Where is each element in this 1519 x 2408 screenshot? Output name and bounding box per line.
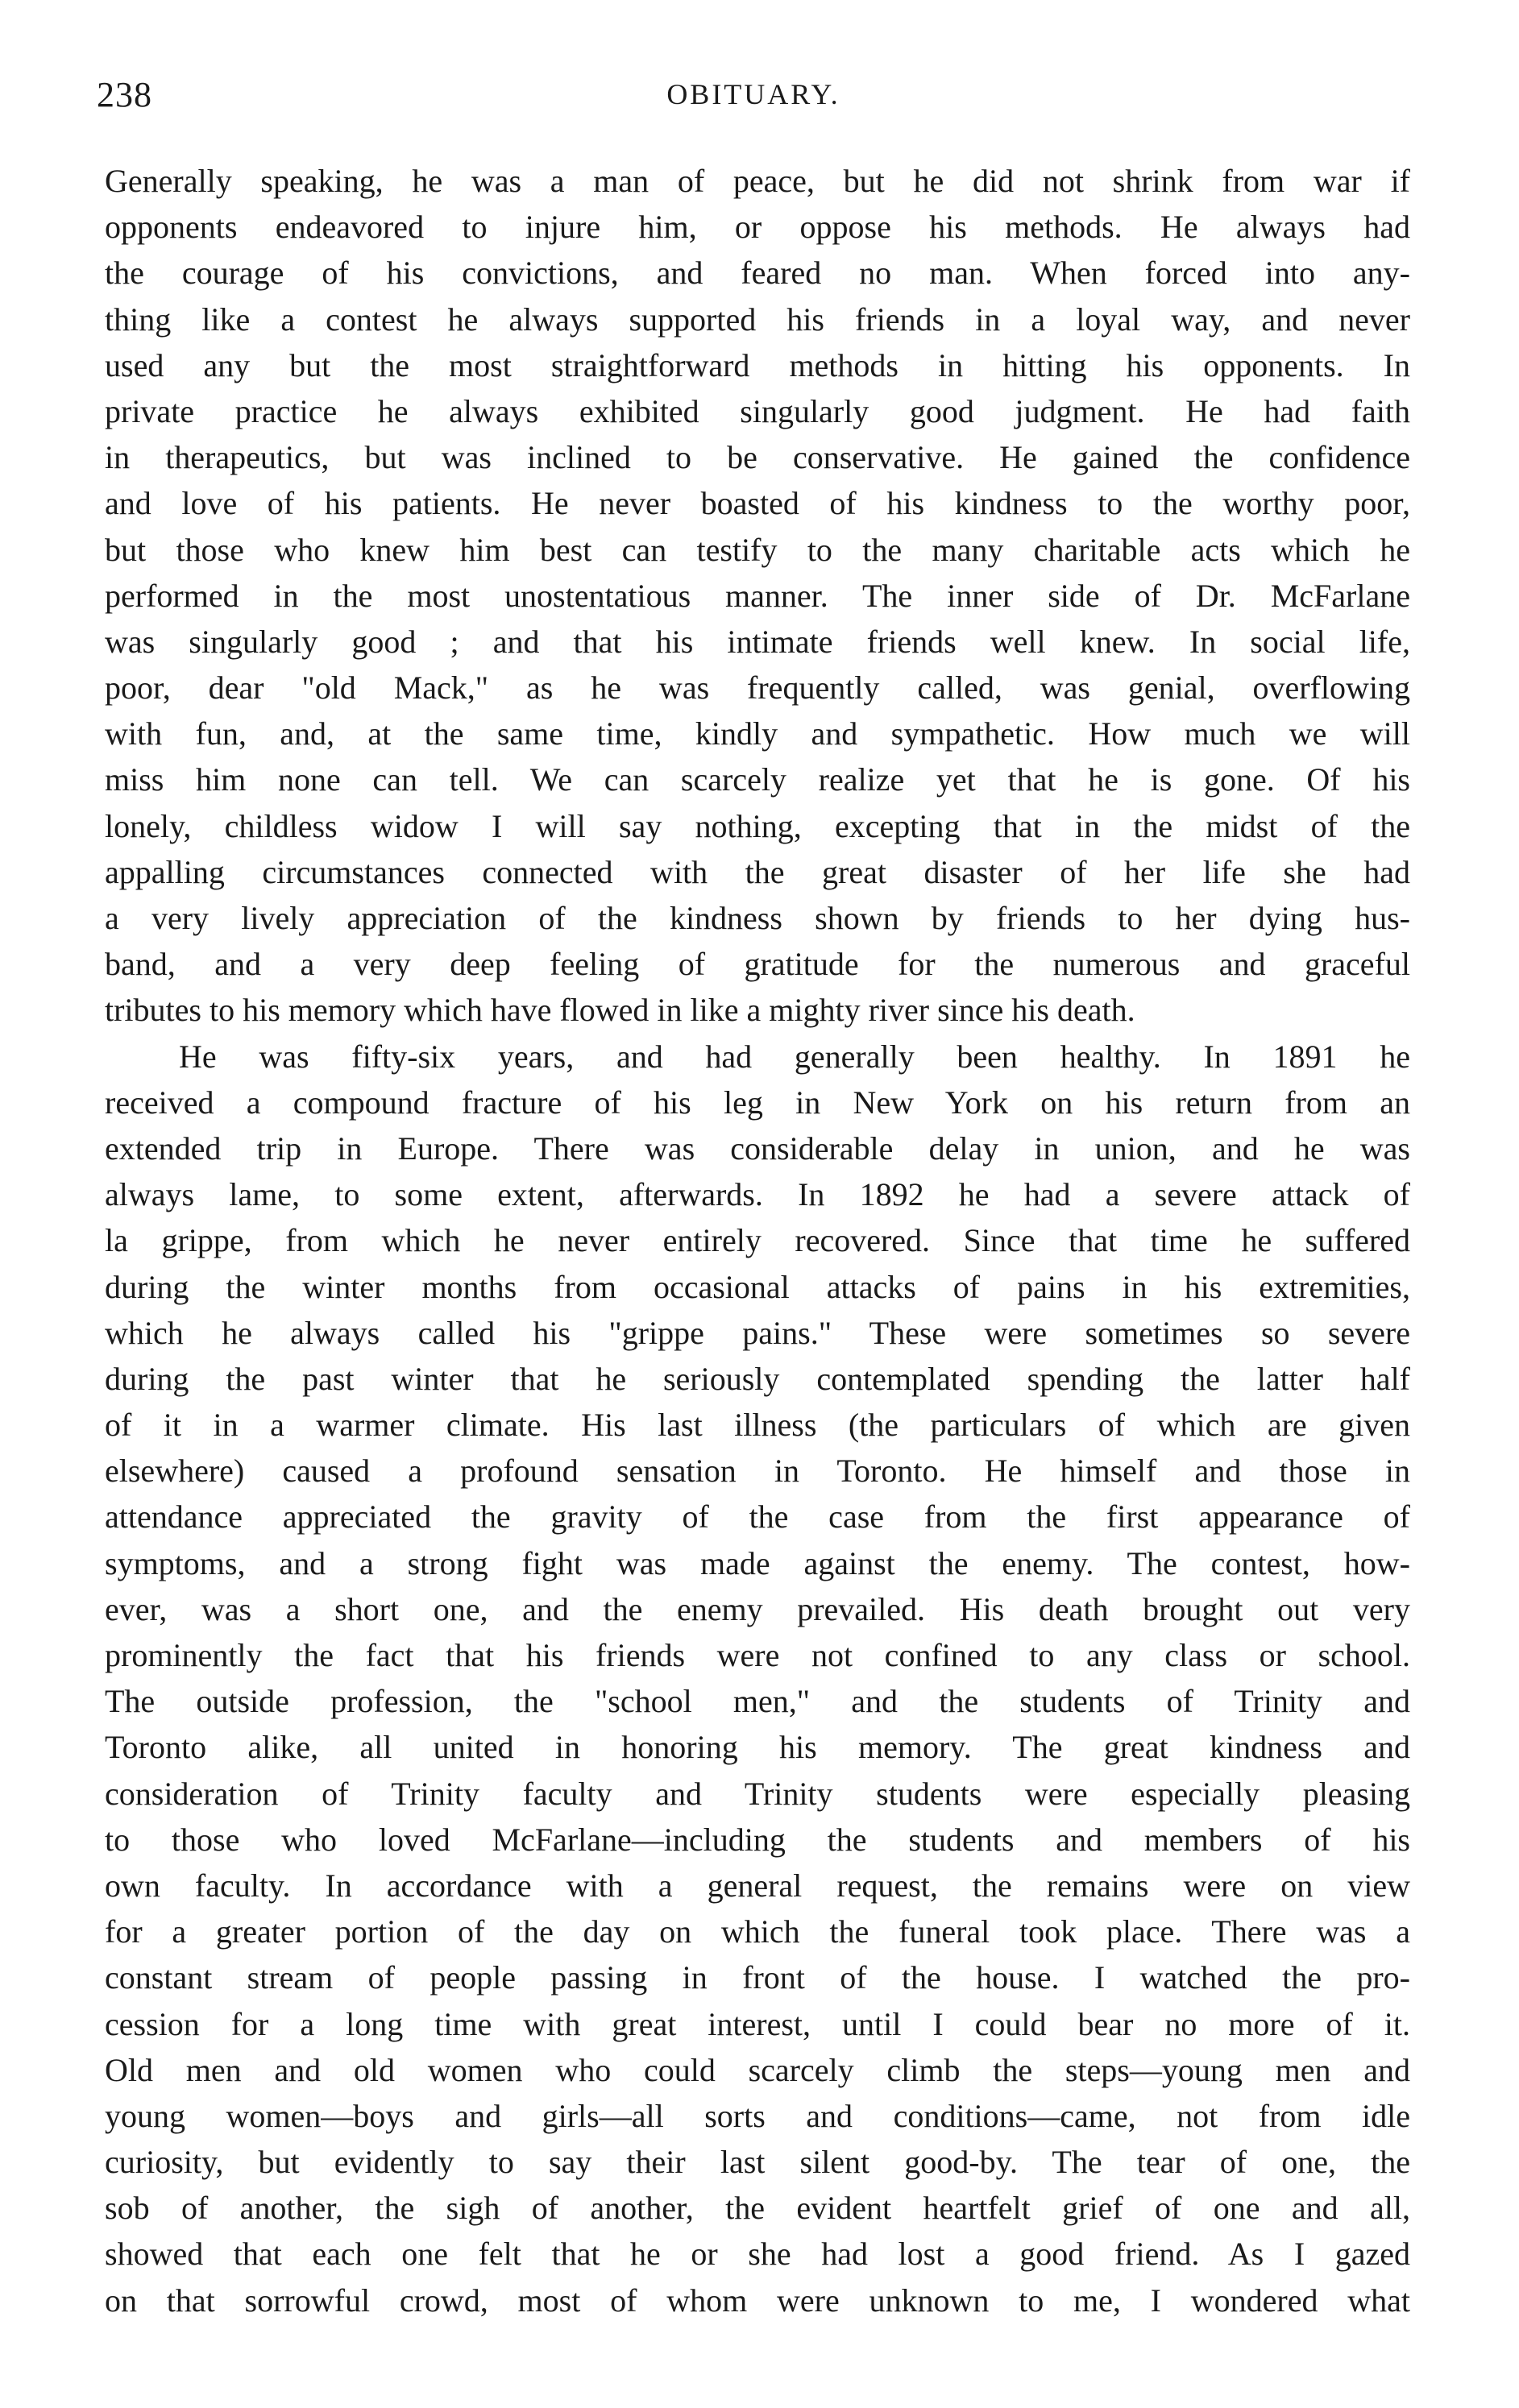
text-line: on that sorrowful crowd, most of whom were unknown to me, I wondered what	[105, 2282, 1410, 2319]
text-line: The outside profession, the "school men," and the students of Trinity and	[105, 1683, 1410, 1720]
text-line: poor, dear "old Mack," as he was frequently called, was genial, overflowing	[105, 669, 1410, 707]
text-line: consideration of Trinity faculty and Trinity students were especially pleasing	[105, 1775, 1410, 1812]
text-line: band, and a very deep feeling of gratitude for the numerous and graceful	[105, 946, 1410, 983]
text-line: symptoms, and a strong fight was made against the enemy. The contest, how-	[105, 1544, 1410, 1581]
text-line: curiosity, but evidently to say their last silent good-by. The tear of one, the	[105, 2144, 1410, 2181]
text-line: prominently the fact that his friends were not confined to any class or school.	[105, 1637, 1410, 1673]
text-line: in therapeutics, but was inclined to be conservative. He gained the confidence	[105, 439, 1410, 476]
text-line: miss him none can tell. We can scarcely realize yet that he is gone. Of his	[105, 761, 1410, 798]
text-line: of it in a warmer climate. His last illness (the particulars of which are given	[105, 1407, 1410, 1444]
text-line: used any but the most straightforward methods in hitting his opponents. In	[105, 346, 1410, 383]
obituary-text	[105, 158, 1410, 2323]
text-line: own faculty. In accordance with a general request, the remains were on view	[105, 1867, 1410, 1904]
text-line: during the winter months from occasional attacks of pains in his extremities,	[105, 1268, 1410, 1305]
text-line: the courage of his convictions, and feared no man. When forced into any-	[105, 255, 1410, 292]
text-line: tributes to his memory which have flowed in like a mighty river since his death.	[105, 992, 1135, 1029]
text-line: which he always called his "grippe pains." These were sometimes so severe	[105, 1314, 1410, 1351]
text-line: attendance appreciated the gravity of the case from the first appearance of	[105, 1498, 1410, 1536]
text-line: constant stream of people passing in front of the house. I watched the pro-	[105, 1959, 1410, 1996]
text-line: Toronto alike, all united in honoring his memory. The great kindness and	[105, 1729, 1410, 1766]
text-line: thing like a contest he always supported his friends in a loyal way, and never	[105, 300, 1410, 338]
paragraph-first-line: He was fifty-six years, and had generally been healthy. In 1891 he	[179, 1038, 1410, 1075]
running-title: OBITUARY.	[666, 78, 840, 110]
text-line: extended trip in Europe. There was considerable delay in union, and he was	[105, 1129, 1410, 1167]
text-line: la grippe, from which he never entirely recovered. Since that time he suffered	[105, 1222, 1410, 1259]
text-line: a very lively appreciation of the kindness shown by friends to her dying hus-	[105, 900, 1410, 936]
text-line: during the past winter that he seriously contemplated spending the latter half	[105, 1360, 1410, 1397]
text-line: elsewhere) caused a profound sensation in Toronto. He himself and those in	[105, 1453, 1410, 1490]
text-line: but those who knew him best can testify to the many charitable acts which he	[105, 531, 1410, 568]
text-line: with fun, and, at the same time, kindly and sympathetic. How much we will	[105, 715, 1410, 752]
text-line: sob of another, the sigh of another, the evident heartfelt grief of one and all,	[105, 2190, 1410, 2227]
text-line: Old men and old women who could scarcely climb the steps—young men and	[105, 2051, 1410, 2088]
text-line: to those who loved McFarlane—including the students and members of his	[105, 1821, 1410, 1858]
text-line: always lame, to some extent, afterwards. In 1892 he had a severe attack of	[105, 1176, 1410, 1213]
text-line: was singularly good ; and that his intimate friends well knew. In social life,	[105, 623, 1410, 660]
text-line: appalling circumstances connected with the great disaster of her life she had	[105, 853, 1410, 890]
text-line: Generally speaking, he was a man of peace, but he did not shrink from war if	[105, 163, 1410, 199]
text-line: opponents endeavored to injure him, or oppose his methods. He always had	[105, 209, 1410, 246]
page-number: 238	[97, 75, 152, 114]
text-line: received a compound fracture of his leg in New York on his return from an	[105, 1084, 1410, 1121]
text-line: private practice he always exhibited singularly good judgment. He had faith	[105, 392, 1410, 429]
text-line: lonely, childless widow I will say nothing, excepting that in the midst of the	[105, 807, 1410, 844]
running-head	[97, 74, 1410, 122]
text-line: ever, was a short one, and the enemy prevailed. His death brought out very	[105, 1590, 1410, 1627]
text-line: and love of his patients. He never boasted of his kindness to the worthy poor,	[105, 485, 1410, 522]
text-line: for a greater portion of the day on which the funeral took place. There was a	[105, 1913, 1410, 1950]
text-line: performed in the most unostentatious manner. The inner side of Dr. McFarlane	[105, 577, 1410, 614]
text-line: showed that each one felt that he or she had lost a good friend. As I gazed	[105, 2236, 1410, 2273]
text-line: cession for a long time with great interest, until I could bear no more of it.	[105, 2005, 1410, 2042]
text-line: young women—boys and girls—all sorts and conditions—came, not from idle	[105, 2097, 1410, 2134]
